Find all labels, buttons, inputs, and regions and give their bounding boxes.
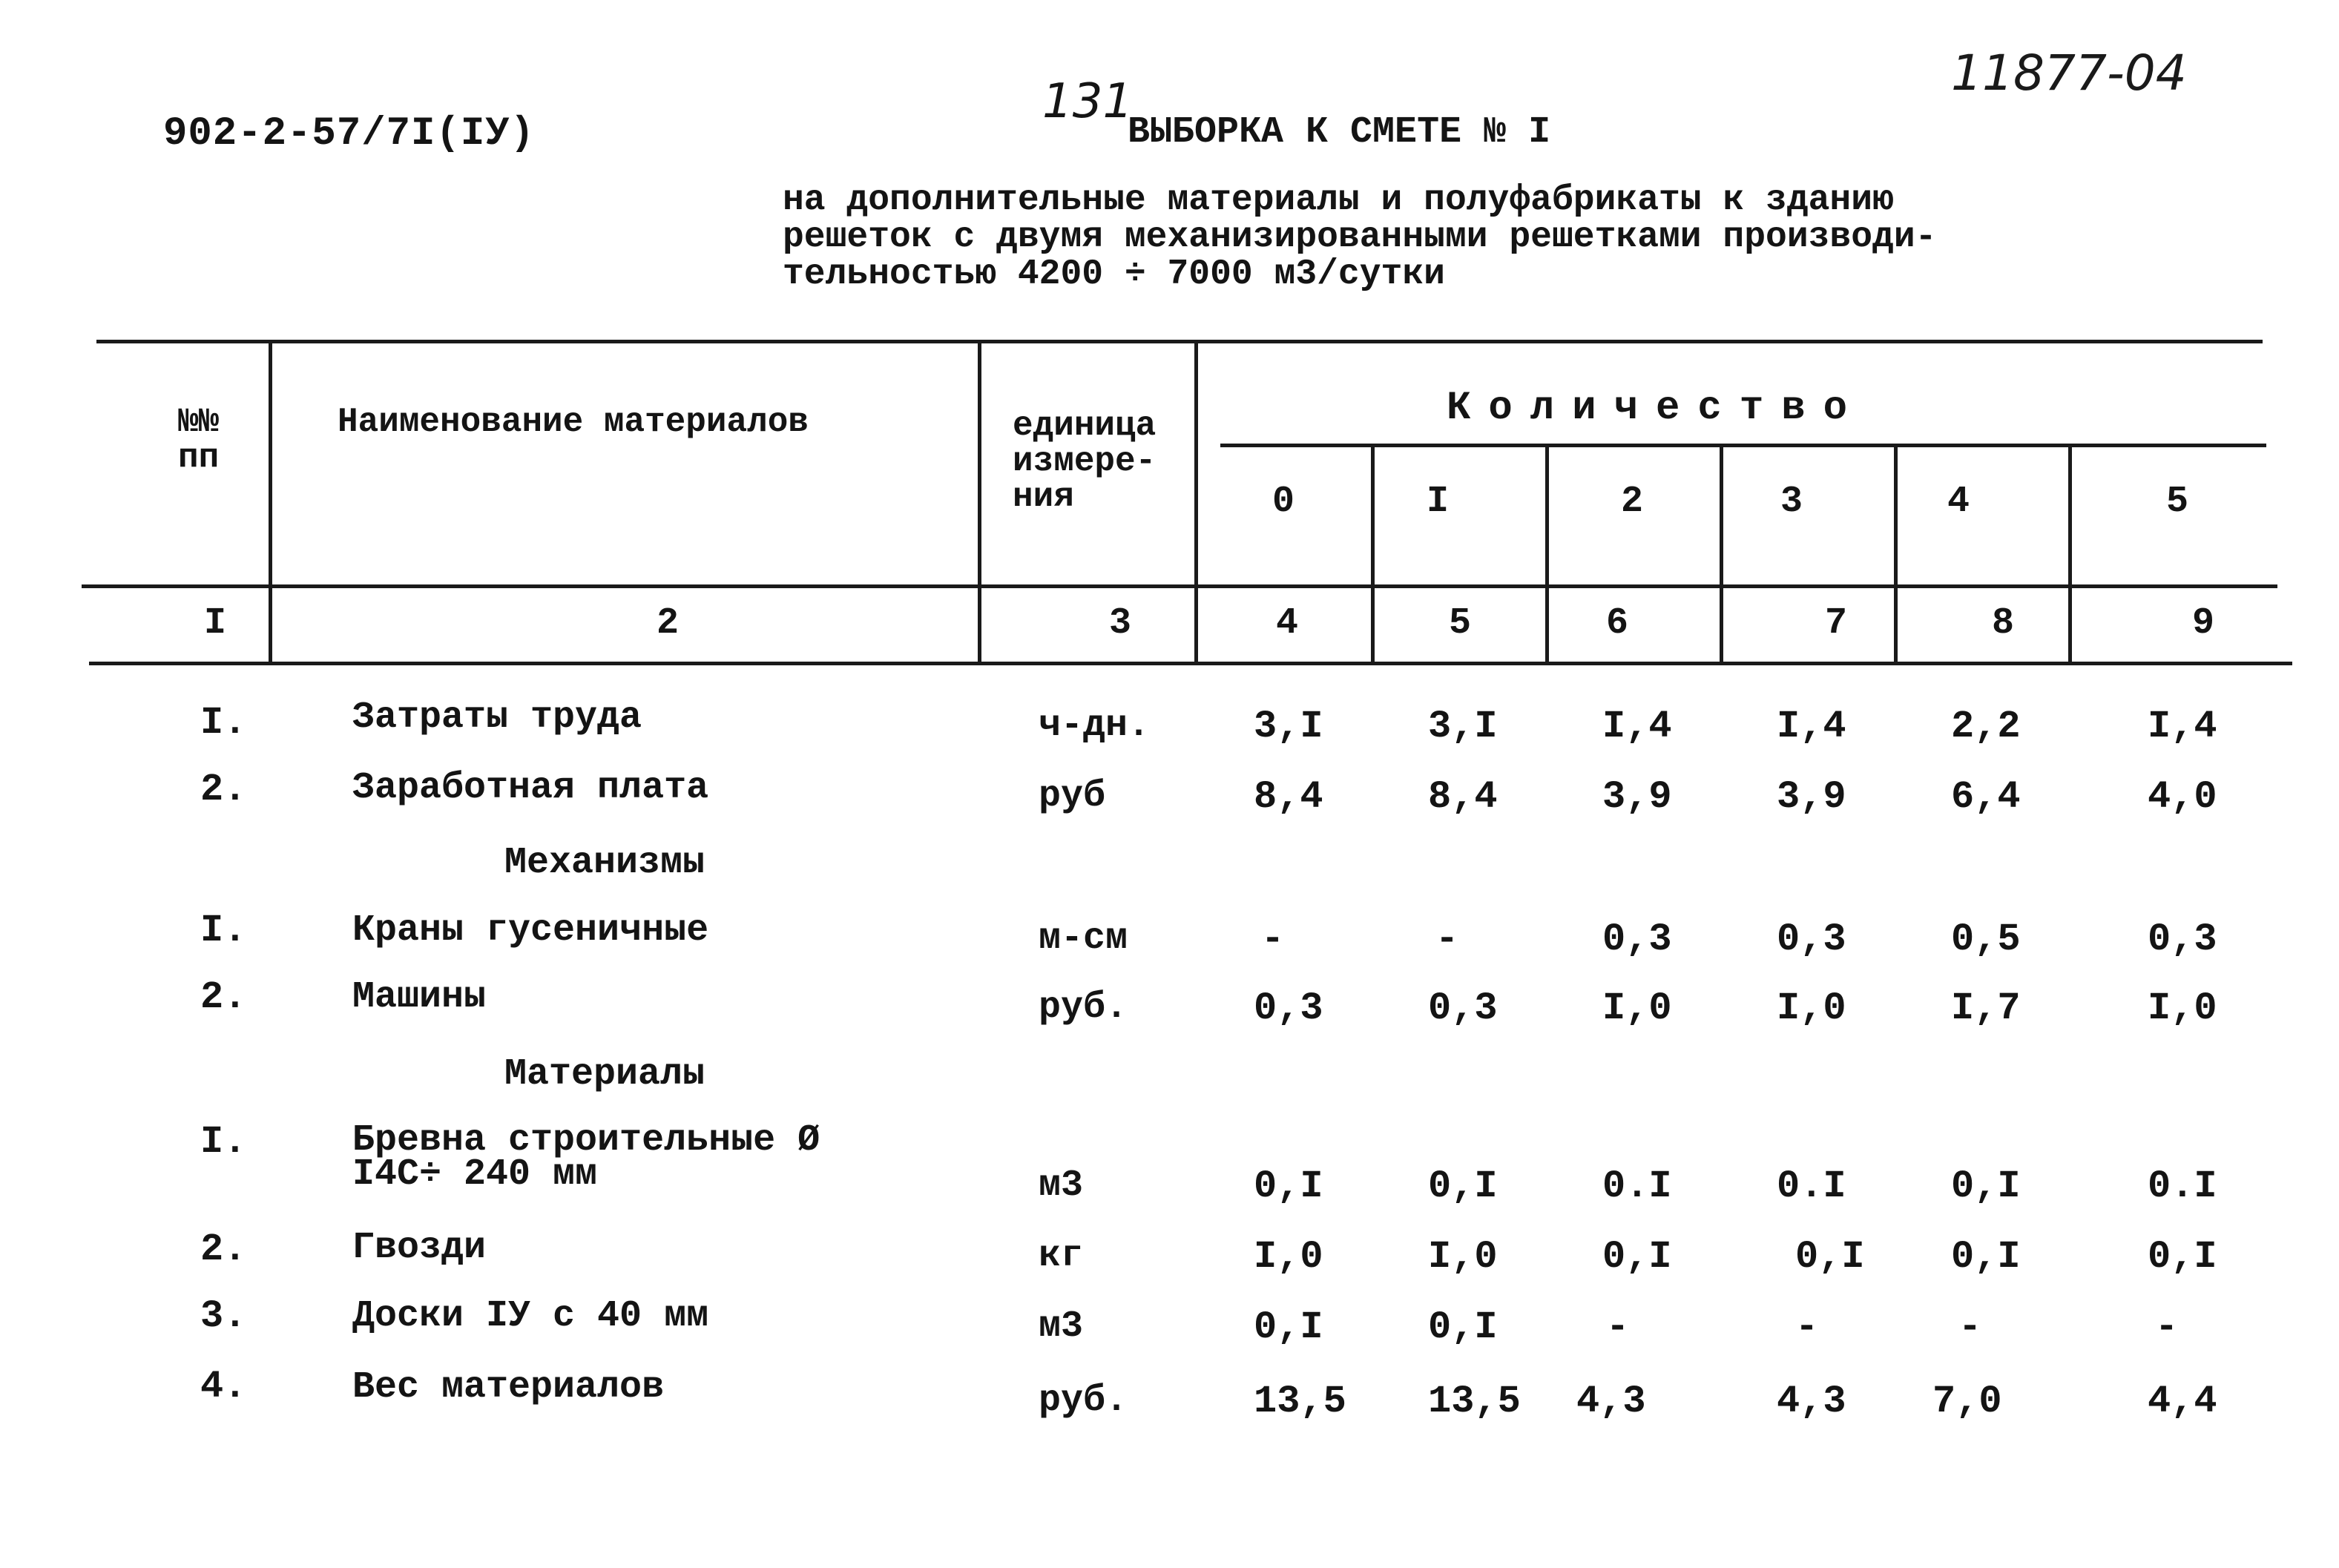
row-value: 0,I (1428, 1165, 1498, 1208)
document-code: 902-2-57/7I(IУ) (163, 111, 536, 157)
variant-label: 3 (1780, 481, 1803, 523)
row-value: - (2155, 1305, 2179, 1349)
header-bottom-rule (82, 584, 2277, 588)
archive-number: 11877-04 (1951, 45, 2187, 102)
variant-label: 2 (1620, 481, 1643, 523)
row-value: 6,4 (1951, 775, 2021, 819)
row-value: 4,4 (2148, 1380, 2217, 1423)
row-value: I,0 (2148, 986, 2217, 1030)
row-material-name: Вес материалов (352, 1366, 665, 1409)
variant-label: 5 (2165, 481, 2188, 523)
row-material-name: Машины (352, 976, 487, 1018)
row-value: - (1435, 918, 1459, 961)
row-value: - (1958, 1305, 1982, 1349)
page-number: 131 (1042, 74, 1134, 129)
row-material-name: Краны гусеничные (352, 909, 709, 952)
section-heading: Механизмы (504, 842, 705, 884)
row-value: 3,I (1254, 705, 1323, 748)
row-value: 8,4 (1428, 775, 1498, 819)
row-value: 3,9 (1777, 775, 1846, 819)
row-value: 13,5 (1254, 1380, 1346, 1423)
row-value: - (1795, 1305, 1819, 1349)
row-value: 7,0 (1932, 1380, 2002, 1423)
row-value: I,0 (1428, 1235, 1498, 1279)
column-number: 5 (1448, 602, 1471, 645)
row-number: 3. (200, 1294, 247, 1338)
row-value: 0,I (1951, 1235, 2021, 1279)
column-number: 3 (1108, 602, 1131, 645)
header-quantity: Количество (1447, 386, 1866, 431)
row-value: 4,3 (1777, 1380, 1846, 1423)
header-row-number: №№ пп (178, 403, 220, 477)
row-value: 3,I (1428, 705, 1498, 748)
variant-label: 4 (1947, 481, 1970, 523)
row-value: 0,3 (1428, 986, 1498, 1030)
row-unit: ч-дн. (1039, 705, 1151, 747)
row-value: 0.I (2148, 1165, 2217, 1208)
row-value: 0,3 (1254, 986, 1323, 1030)
document-subtitle: на дополнительные материалы и полуфабрикаты к зданию решеток с двумя механизированными решетками производи- тельностью 4200 ÷ 7000 м3/сутки (783, 180, 1937, 294)
column-number: 4 (1275, 602, 1298, 645)
row-unit: руб (1039, 775, 1106, 817)
row-value: 0,I (1254, 1165, 1323, 1208)
variant-label: 0 (1272, 481, 1294, 523)
row-value: 0.I (1602, 1165, 1672, 1208)
column-number: 2 (656, 602, 679, 645)
column-number: I (203, 602, 226, 645)
row-value: I,4 (1777, 705, 1846, 748)
header-unit: единица измере- ния (1013, 406, 1157, 516)
row-value: I,0 (1254, 1235, 1323, 1279)
quantity-subheader-rule (1220, 444, 2266, 447)
row-value: I,0 (1602, 986, 1672, 1030)
row-value: - (1261, 918, 1285, 961)
row-value: 0,5 (1951, 918, 2021, 961)
row-number: 2. (200, 975, 247, 1019)
col-divider-4 (1371, 444, 1375, 663)
row-value: I,7 (1951, 986, 2021, 1030)
row-material-name: Гвозди (352, 1227, 487, 1269)
row-value: 8,4 (1254, 775, 1323, 819)
row-value: 0,I (1428, 1305, 1498, 1349)
row-value: 2,2 (1951, 705, 2021, 748)
row-material-name: Доски IУ с 40 мм (352, 1295, 709, 1337)
row-value: 0,I (1254, 1305, 1323, 1349)
row-number: I. (200, 909, 247, 952)
row-value: 0,3 (2148, 918, 2217, 961)
col-divider-6 (1720, 444, 1723, 663)
row-value: 4,0 (2148, 775, 2217, 819)
row-material-name: Заработная плата (352, 767, 709, 809)
row-material-name: Затраты труда (352, 696, 642, 739)
row-value: - (1606, 1305, 1630, 1349)
row-material-name: Бревна строительные Ø I4С÷ 240 мм (352, 1119, 820, 1196)
row-value: 0,I (1795, 1235, 1865, 1279)
column-number: 8 (1991, 602, 2014, 645)
row-value: I,4 (2148, 705, 2217, 748)
row-unit: руб. (1039, 986, 1128, 1029)
section-heading: Материалы (504, 1053, 705, 1096)
row-number: 4. (200, 1365, 247, 1409)
row-unit: м3 (1039, 1165, 1084, 1207)
row-unit: м3 (1039, 1305, 1084, 1348)
row-value: 0,3 (1777, 918, 1846, 961)
header-material-name: Наименование материалов (338, 403, 809, 441)
row-unit: руб. (1039, 1380, 1128, 1422)
row-value: 0,I (1602, 1235, 1672, 1279)
row-value: 13,5 (1428, 1380, 1521, 1423)
row-number: I. (200, 701, 247, 745)
column-number: 7 (1824, 602, 1847, 645)
document-title: ВЫБОРКА К СМЕТЕ № I (1128, 111, 1551, 154)
row-value: 0,I (2148, 1235, 2217, 1279)
row-value: 3,9 (1602, 775, 1672, 819)
column-number: 6 (1605, 602, 1628, 645)
row-number: 2. (200, 1228, 247, 1271)
column-numbers-rule (89, 662, 2292, 665)
row-unit: кг (1039, 1235, 1084, 1277)
row-value: 0,3 (1602, 918, 1672, 961)
row-number: 2. (200, 768, 247, 811)
row-value: 4,3 (1576, 1380, 1646, 1423)
table-top-rule (96, 340, 2263, 343)
col-divider-2 (978, 340, 981, 663)
row-value: 0.I (1777, 1165, 1846, 1208)
row-unit: м-см (1039, 918, 1128, 960)
row-value: 0,I (1951, 1165, 2021, 1208)
row-value: I,4 (1602, 705, 1672, 748)
row-value: I,0 (1777, 986, 1846, 1030)
row-number: I. (200, 1120, 247, 1164)
column-number: 9 (2191, 602, 2214, 645)
variant-label: I (1426, 481, 1449, 523)
